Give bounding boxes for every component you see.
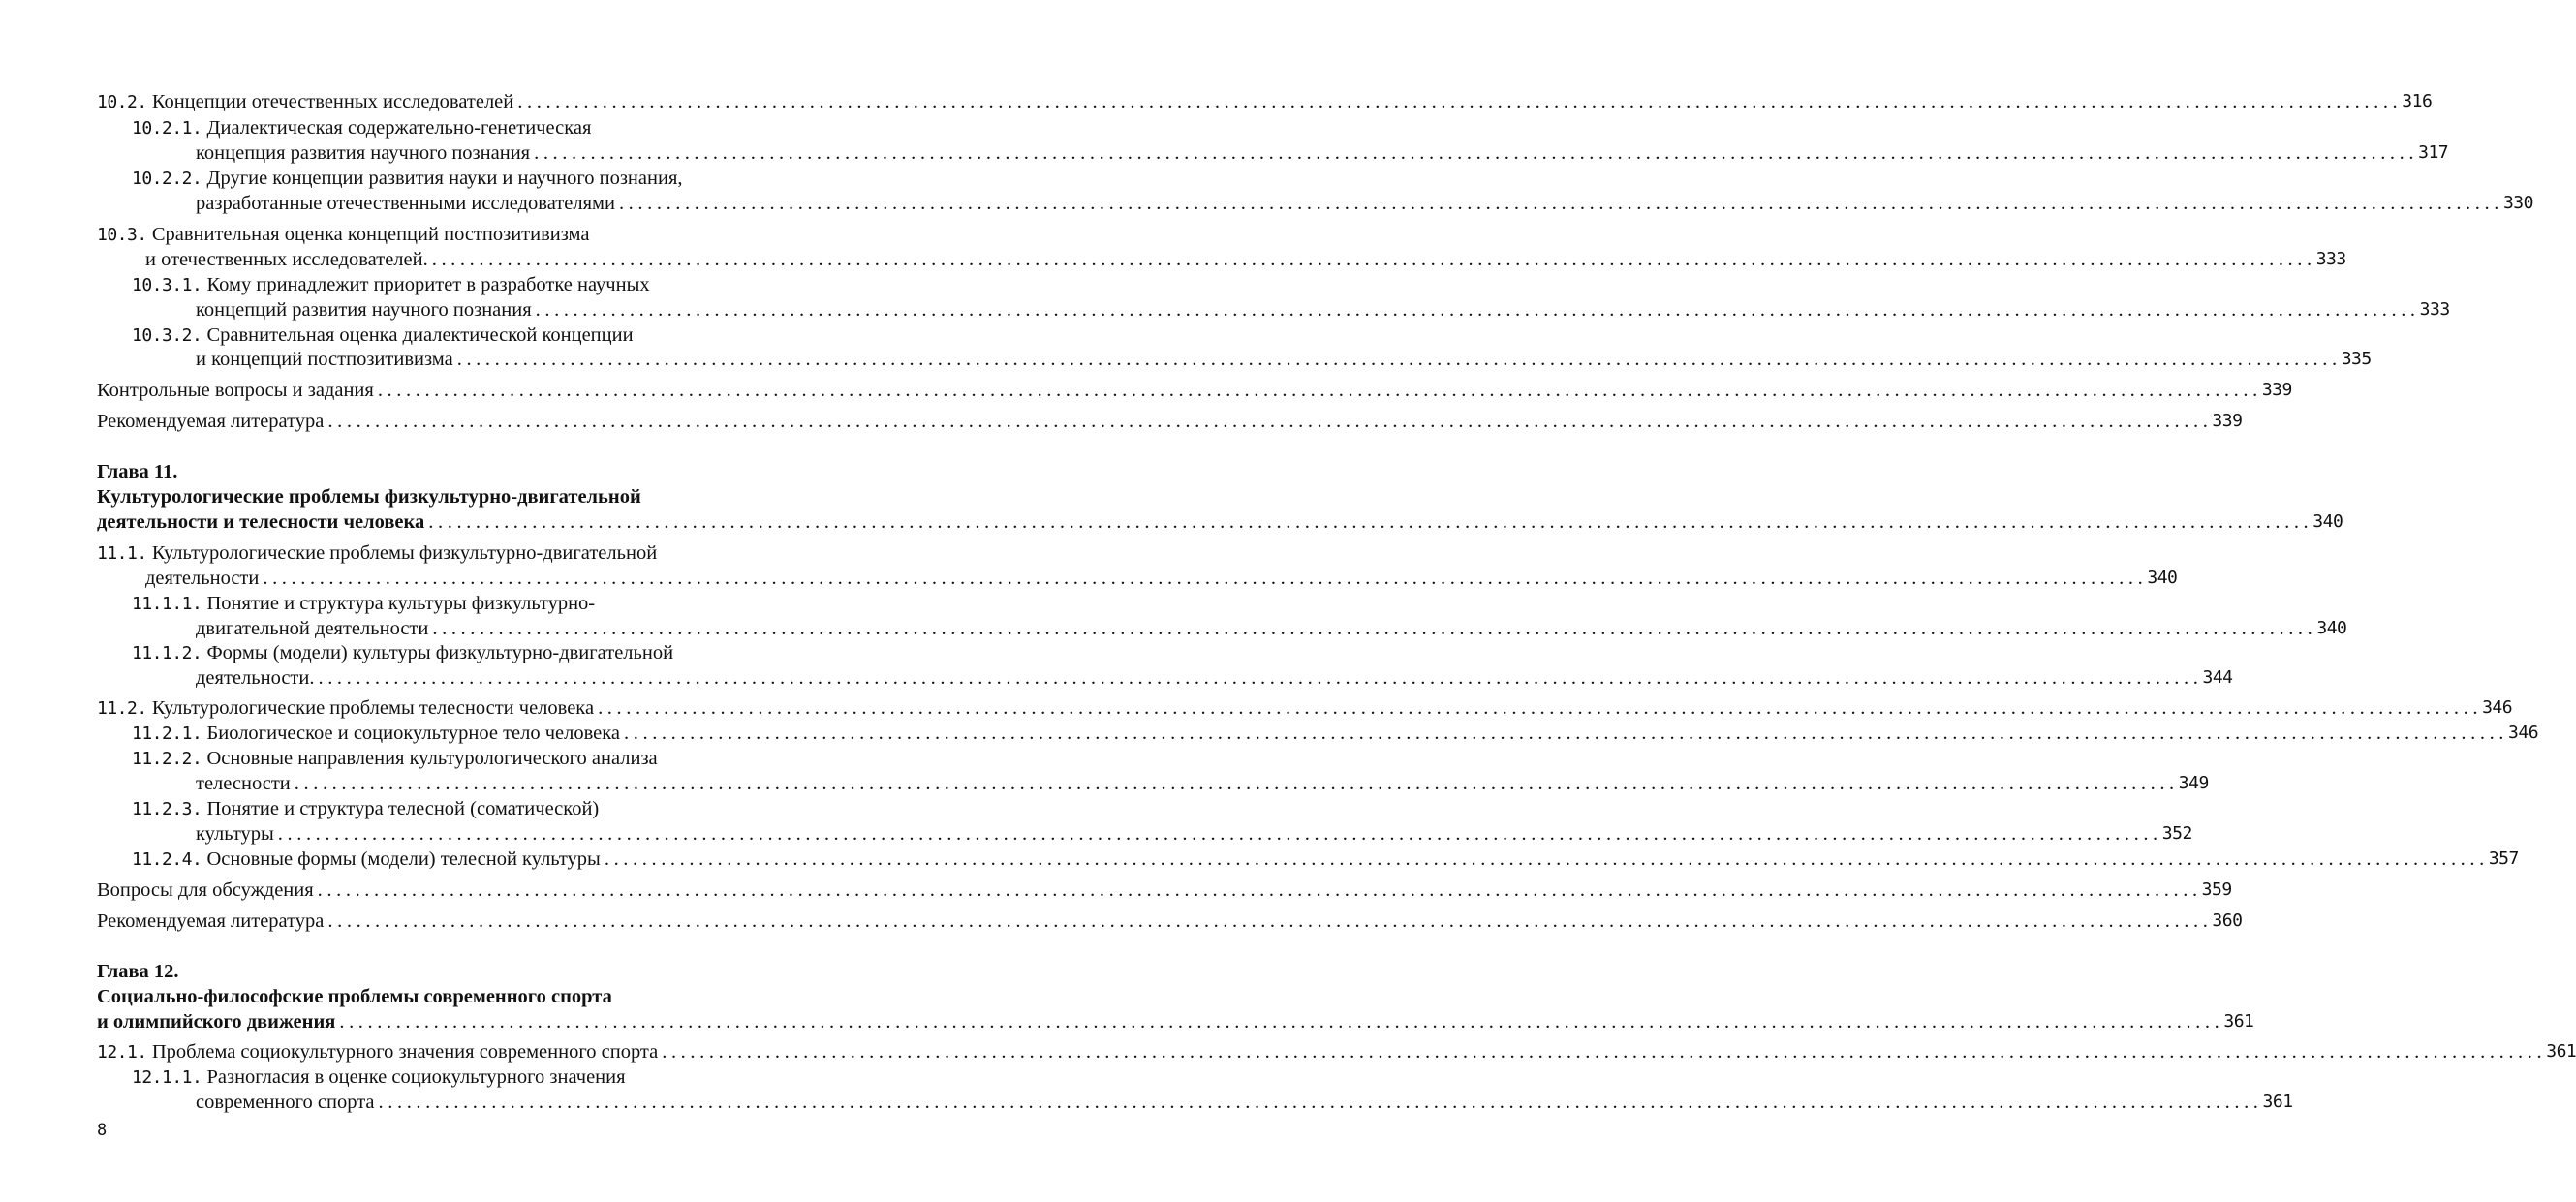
dot-leader: ........................................................................................................................................................................................................ xyxy=(432,618,2317,639)
entry-number: 11.1.2. xyxy=(132,643,202,663)
page-ref: 361 xyxy=(2223,1011,2254,1032)
toc-entry xyxy=(0,378,2292,403)
entry-title: Рекомендуемая литература xyxy=(97,910,325,932)
toc-entry xyxy=(0,347,2372,372)
entry-title: концепция развития научного познания xyxy=(196,142,531,164)
toc-entry xyxy=(0,878,2232,903)
dot-leader: ........................................................................................................................................................................................................ xyxy=(294,773,2179,794)
page-ref: 330 xyxy=(2502,193,2533,213)
dot-leader: ........................................................................................................................................................................................................ xyxy=(428,511,2313,533)
page-ref: 317 xyxy=(2418,142,2449,163)
dot-leader: ........................................................................................................................................................................................................ xyxy=(327,910,2213,932)
entry-title: культуры xyxy=(196,823,274,845)
toc-entry xyxy=(0,89,2433,114)
toc-entry xyxy=(0,1090,2293,1115)
toc-entry xyxy=(0,909,2243,934)
entry-title: Биологическое и социокультурное тело человека xyxy=(206,723,621,744)
entry-title: Формы (модели) культуры физкультурно-двигательной xyxy=(206,642,674,663)
entry-title: Понятие и структура телесной (соматической) xyxy=(206,798,600,819)
toc-entry xyxy=(0,721,2539,746)
chapter-title: Социально-философские проблемы современного спорта xyxy=(97,986,612,1007)
entry-number: 11.2. xyxy=(97,698,147,719)
page-ref: 349 xyxy=(2178,773,2209,793)
toc-entry xyxy=(0,297,2450,323)
chapter-label: Глава 11. xyxy=(97,461,178,482)
chapter-title: деятельности и телесности человека xyxy=(97,511,425,533)
page-ref: 340 xyxy=(2147,568,2178,588)
page-ref: 333 xyxy=(2419,299,2450,320)
toc-entry xyxy=(0,796,727,821)
dot-leader: ........................................................................................................................................................................................................ xyxy=(618,193,2503,214)
entry-title: телесности xyxy=(196,773,291,794)
dot-leader: ........................................................................................................................................................................................................ xyxy=(318,667,2203,689)
dot-leader: ........................................................................................................................................................................................................ xyxy=(598,697,2483,719)
dot-leader: ........................................................................................................................................................................................................ xyxy=(662,1041,2547,1063)
toc-entry xyxy=(0,591,727,616)
chapter-title: Культурологические проблемы физкультурно-двигательной xyxy=(97,486,641,508)
entry-number: 10.2.2. xyxy=(132,169,202,189)
page-ref: 361 xyxy=(2546,1041,2576,1062)
page-ref: 340 xyxy=(2312,511,2343,532)
entry-title: Концепции отечественных исследователей xyxy=(151,91,514,112)
toc-entry xyxy=(0,166,727,191)
entry-title: современного спорта xyxy=(196,1092,375,1113)
page-ref: 333 xyxy=(2315,249,2346,269)
page-ref: 357 xyxy=(2488,848,2519,869)
entry-number: 10.3.2. xyxy=(132,325,202,346)
dot-leader: ........................................................................................................................................................................................................ xyxy=(277,823,2162,845)
chapter-label: Глава 12. xyxy=(97,961,179,982)
entry-title: Контрольные вопросы и задания xyxy=(97,380,374,401)
toc-entry xyxy=(0,272,727,297)
toc-entry xyxy=(0,821,2192,847)
toc-entry xyxy=(0,566,2178,591)
page-ref: 339 xyxy=(2212,411,2243,431)
dot-leader: ........................................................................................................................................................................................................ xyxy=(263,568,2148,589)
entry-title: и отечественных исследователей. xyxy=(145,249,428,270)
chapter-heading xyxy=(0,484,727,509)
toc-entry xyxy=(0,746,727,771)
toc-entry xyxy=(0,140,2449,166)
toc-entry xyxy=(0,247,2346,272)
entry-title: деятельности xyxy=(145,568,260,589)
page-ref: 344 xyxy=(2202,667,2233,688)
chapter-heading xyxy=(0,509,2343,535)
entry-title: Культурологические проблемы телесности человека xyxy=(151,697,595,719)
page-ref: 361 xyxy=(2262,1092,2293,1112)
page-ref: 346 xyxy=(2508,723,2539,743)
toc-entry xyxy=(0,191,2533,216)
page-ref: 360 xyxy=(2212,910,2243,931)
entry-title: Основные направления культурологического анализа xyxy=(206,748,658,769)
page-ref: 316 xyxy=(2402,91,2433,111)
toc-entry xyxy=(0,540,727,566)
entry-title: Диалектическая содержательно-генетическая xyxy=(206,117,592,139)
entry-number: 12.1. xyxy=(97,1042,147,1063)
entry-title: Основные формы (модели) телесной культуры xyxy=(206,848,601,870)
dot-leader: ........................................................................................................................................................................................................ xyxy=(317,879,2202,901)
dot-leader: ........................................................................................................................................................................................................ xyxy=(378,1092,2263,1113)
entry-number: 10.3. xyxy=(97,225,147,245)
entry-number: 10.3.1. xyxy=(132,275,202,295)
page-ref: 335 xyxy=(2341,349,2372,369)
entry-title: двигательной деятельности xyxy=(196,618,429,639)
dot-leader: ........................................................................................................................................................................................................ xyxy=(339,1011,2224,1032)
toc-entry xyxy=(0,847,2519,872)
entry-title: разработанные отечественными исследователями xyxy=(196,193,615,214)
page-ref: 340 xyxy=(2316,618,2347,638)
entry-title: Вопросы для обсуждения xyxy=(97,879,314,901)
entry-number: 11.2.4. xyxy=(132,849,202,870)
entry-title: Понятие и структура культуры физкультурно- xyxy=(206,593,596,614)
entry-number: 11.1.1. xyxy=(132,594,202,614)
entry-title: деятельности. xyxy=(196,667,315,689)
page-ref: 339 xyxy=(2261,380,2292,400)
entry-number: 10.2. xyxy=(97,92,147,112)
toc-entry xyxy=(0,665,2233,691)
dot-leader: ........................................................................................................................................................................................................ xyxy=(377,380,2262,401)
dot-leader: ........................................................................................................................................................................................................ xyxy=(534,142,2419,164)
chapter-heading xyxy=(0,959,727,984)
dot-leader: ........................................................................................................................................................................................................ xyxy=(456,349,2342,370)
entry-title: Другие концепции развития науки и научного познания, xyxy=(206,168,683,189)
toc-entry xyxy=(0,771,2209,796)
toc-entry xyxy=(0,1064,727,1090)
page-ref: 359 xyxy=(2201,879,2232,900)
dot-leader: ........................................................................................................................................................................................................ xyxy=(517,91,2403,112)
toc-entry xyxy=(0,115,727,140)
toc-entry xyxy=(0,1039,2576,1064)
chapter-heading xyxy=(0,984,727,1009)
entry-number: 10.2.1. xyxy=(132,118,202,139)
entry-number: 11.1. xyxy=(97,543,147,564)
chapter-heading xyxy=(0,1009,2254,1034)
toc-entry xyxy=(0,640,727,665)
toc-entry xyxy=(0,409,2243,434)
entry-title: Сравнительная оценка диалектической концепции xyxy=(206,324,634,346)
chapter-heading xyxy=(0,459,727,484)
entry-title: концепций развития научного познания xyxy=(196,299,532,321)
page-ref: 352 xyxy=(2161,823,2192,844)
page-ref: 346 xyxy=(2482,697,2513,718)
entry-title: Разногласия в оценке социокультурного значения xyxy=(206,1066,626,1088)
dot-leader: ........................................................................................................................................................................................................ xyxy=(604,848,2489,870)
toc-entry xyxy=(0,616,2347,641)
entry-title: Кому принадлежит приоритет в разработке научных xyxy=(206,274,650,295)
toc-entry xyxy=(0,222,727,247)
toc-entry xyxy=(0,695,2513,721)
dot-leader: ........................................................................................................................................................................................................ xyxy=(624,723,2509,744)
entry-number: 12.1.1. xyxy=(132,1067,202,1088)
dot-leader: ........................................................................................................................................................................................................ xyxy=(327,411,2213,432)
entry-number: 11.2.1. xyxy=(132,724,202,744)
dot-leader: ........................................................................................................................................................................................................ xyxy=(431,249,2316,270)
dot-leader: ........................................................................................................................................................................................................ xyxy=(535,299,2420,321)
toc-entry xyxy=(0,323,727,348)
entry-number: 11.2.2. xyxy=(132,749,202,769)
entry-title: Рекомендуемая литература xyxy=(97,411,325,432)
page-number: 8 xyxy=(97,1121,108,1140)
entry-title: Сравнительная оценка концепций постпозитивизма xyxy=(151,224,590,245)
entry-title: и концепций постпозитивизма xyxy=(196,349,453,370)
chapter-title: и олимпийского движения xyxy=(97,1011,336,1032)
entry-number: 11.2.3. xyxy=(132,799,202,819)
entry-title: Культурологические проблемы физкультурно-двигательной xyxy=(151,542,658,564)
entry-title: Проблема социокультурного значения современного спорта xyxy=(151,1041,659,1063)
